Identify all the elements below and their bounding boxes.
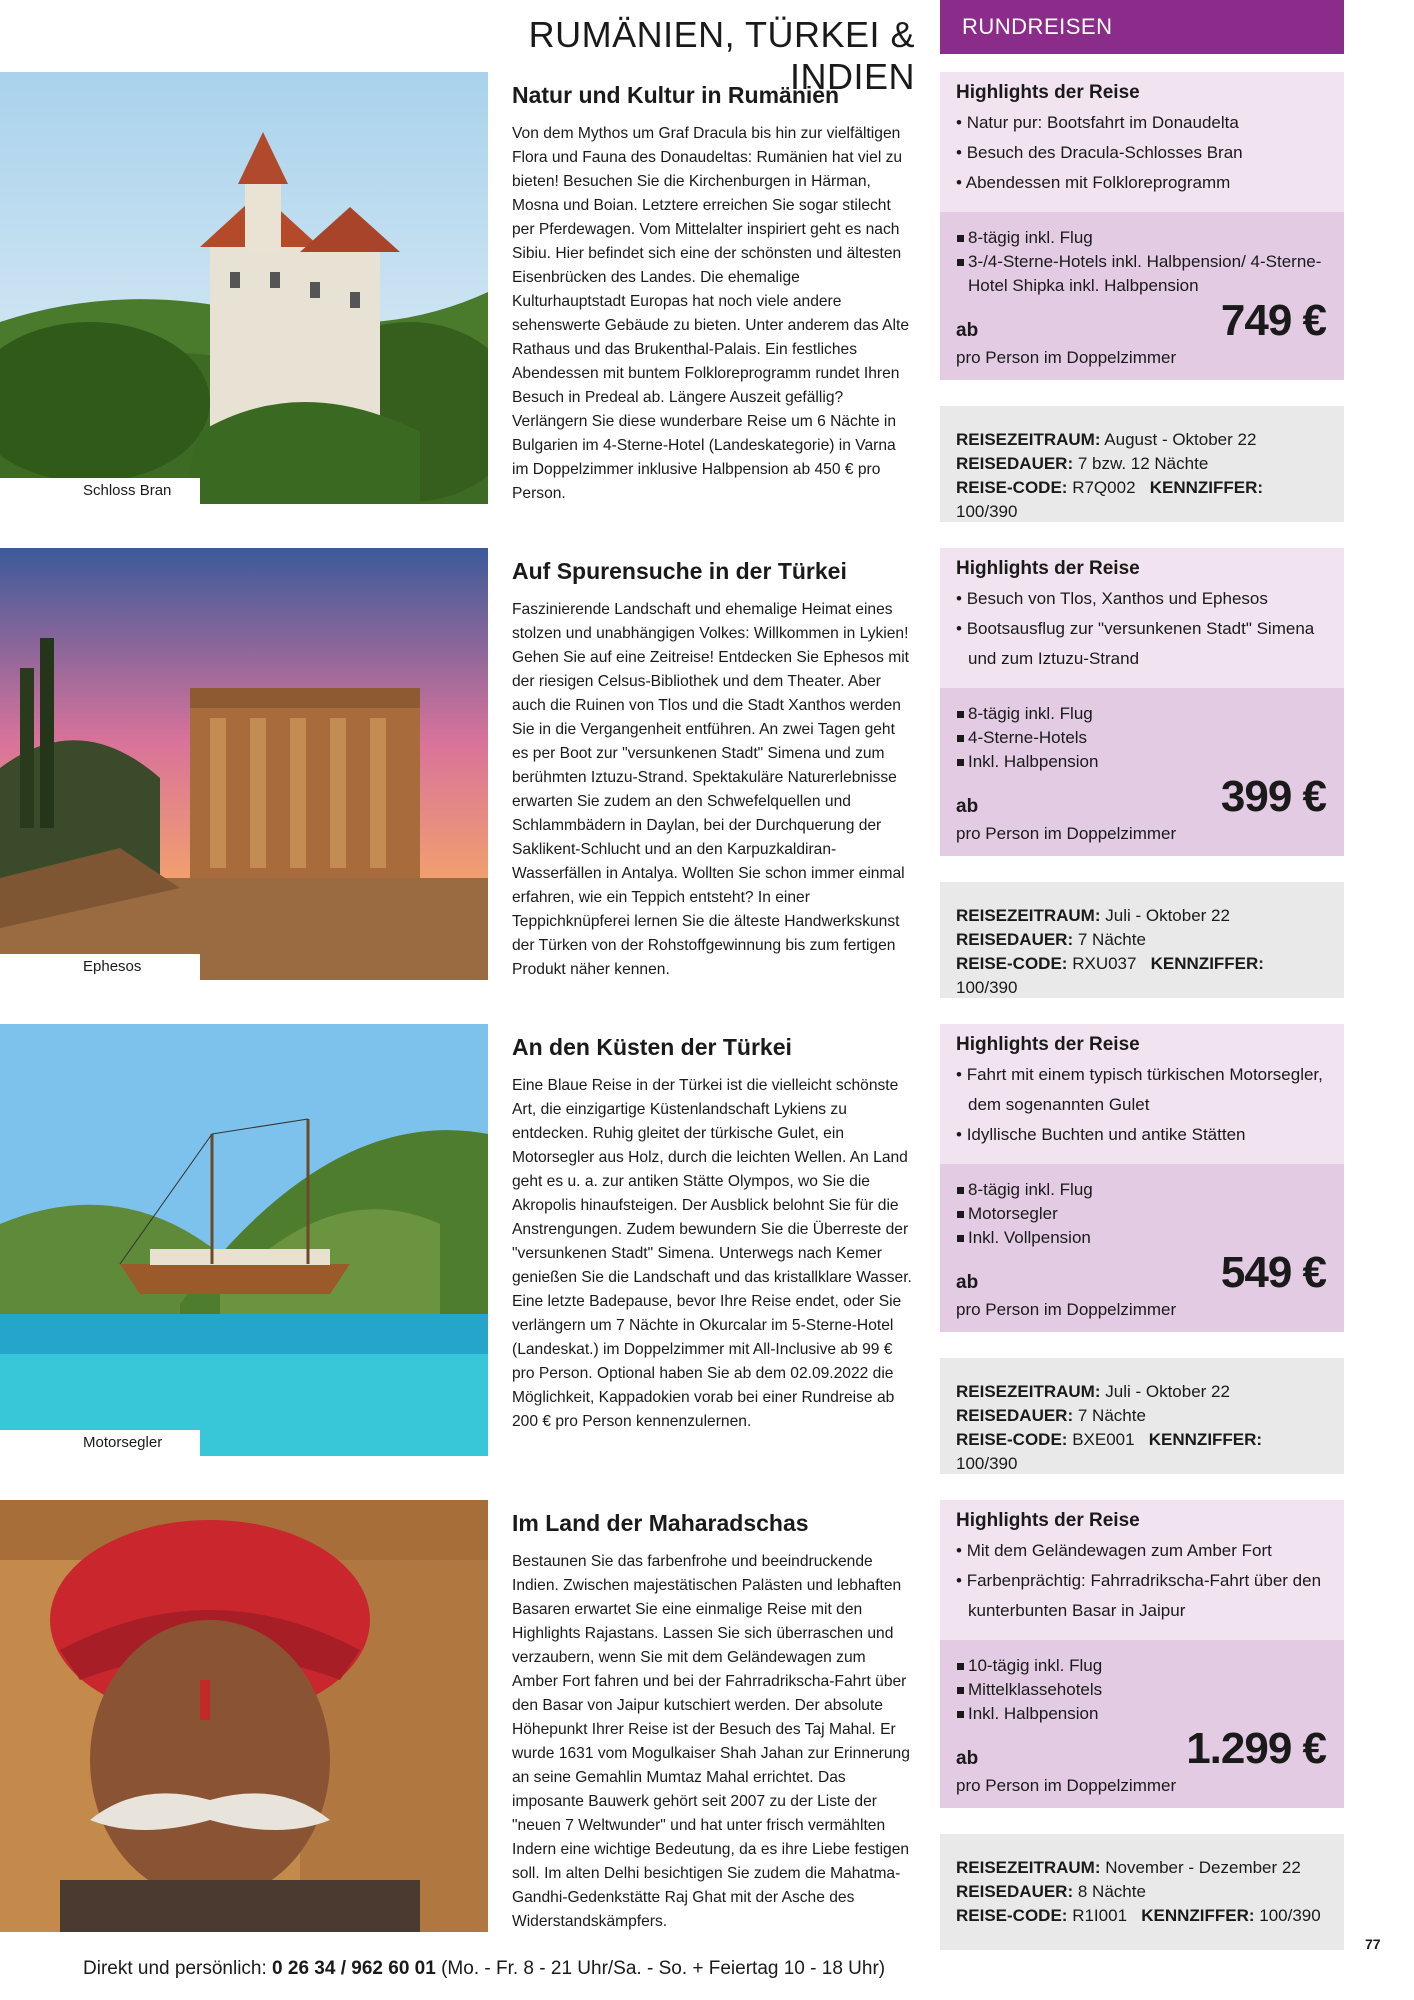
- photo-caption: Ephesos: [0, 954, 200, 980]
- travel-period: REISEZEITRAUM: November - Dezember 22: [956, 1858, 1301, 1877]
- travel-period: REISEZEITRAUM: August - Oktober 22: [956, 430, 1257, 449]
- price-prefix: ab: [956, 1272, 979, 1293]
- travel-info-box: [940, 882, 1344, 998]
- offer-description: Faszinierende Landschaft und ehemalige Heimat eines stolzen und unabhängigen Volkes: Willkommen in Lykien! Gehen Sie auf eine Zeitreise! Entdecken Sie Ephesos mit der riesigen Celsus-Bibliothek und dem Theater. Aber auch die Ruinen von Tlos und die Stadt Xanthos werden Sie in die Vergangenheit entführen. An zwei Tagen geht es per Boot zur "versunkenen Stadt" Simena und zum berühmten Iztuzu-Strand. Spektakuläre Naturerlebnisse erwarten Sie zudem an den Schwefelquellen und Schlammbädern in Daylan, bei der Durchquerung der Saklikent-Schlucht und an den Karpuzkaldiran-Wasserfällen in Antalya. Wollten Sie schon immer einmal erfahren, wie ein Teppich entsteht? In einer Teppichknüpferei lernen Sie die älteste Handwerkskunst der Türken von der Rohstoffgewinnung bis zum fertigen Produkt näher kennen.: [512, 601, 910, 978]
- highlights-title: Highlights der Reise: [956, 1034, 1140, 1055]
- feature-item: 3-/4-Sterne-Hotels inkl. Halbpension/ 4-Sterne-Hotel Shipka inkl. Halbpension: [956, 250, 1328, 298]
- highlight-item: • Natur pur: Bootsfahrt im Donaudelta: [956, 108, 1328, 138]
- travel-duration: REISEDAUER: 7 Nächte: [956, 930, 1146, 949]
- travel-code: REISE-CODE: R7Q002 KENNZIFFER: 100/390: [956, 478, 1264, 521]
- feature-item: Motorsegler: [956, 1202, 1328, 1226]
- offer-description: Bestaunen Sie das farbenfrohe und beeindruckende Indien. Zwischen majestätischen Palästen und lebhaften Basaren erwartet Sie eine einmalige Reise mit den Highlights Rajastans. Lassen Sie sich überraschen und verzaubern, wenn Sie mit dem Geländewagen zum Amber Fort fahren und bei der Fahrradrikscha-Fahrt über den Basar von Jaipur kutschiert werden. Der absolute Höhepunkt Ihrer Reise ist der Besuch des Taj Mahal. Er wurde 1631 vom Mogulkaiser Shah Jahan zur Erinnerung an seine Gemahlin Mumtaz Mahal errichtet. Das imposante Bauwerk gehört seit 2007 zu der Liste der "neuen 7 Weltwunder" und hat unter frisch vermählten Indern eine wichtige Bedeutung, da es ihre Liebe festigen soll. Im alten Delhi besichtigen Sie zudem die Mahatma-Gandhi-Gedenkstätte Raj Ghat mit der Asche des Widerstandskämpfers.: [512, 1553, 910, 1930]
- feature-item: 8-tägig inkl. Flug: [956, 1178, 1328, 1202]
- travel-period: REISEZEITRAUM: Juli - Oktober 22: [956, 1382, 1230, 1401]
- highlight-item: • Farbenprächtig: Fahrradrikscha-Fahrt über den kunterbunten Basar in Jaipur: [956, 1566, 1328, 1626]
- highlight-item: • Bootsausflug zur "versunkenen Stadt" Simena und zum Iztuzu-Strand: [956, 614, 1328, 674]
- price-note: pro Person im Doppelzimmer: [956, 1776, 1177, 1795]
- offer-turkey-ephesos: [0, 548, 1414, 997]
- travel-duration: REISEDAUER: 7 bzw. 12 Nächte: [956, 454, 1209, 473]
- price-box: [940, 1640, 1344, 1808]
- price-value: 1.299 €: [1186, 1724, 1326, 1773]
- footer-contact: [83, 1958, 885, 1980]
- maharaja-photo: [0, 1500, 488, 1932]
- offer-title: Im Land der Maharadschas: [512, 1510, 809, 1536]
- highlight-item: • Fahrt mit einem typisch türkischen Motorsegler, dem sogenannten Gulet: [956, 1060, 1328, 1120]
- travel-period: REISEZEITRAUM: Juli - Oktober 22: [956, 906, 1230, 925]
- price-note: pro Person im Doppelzimmer: [956, 1300, 1177, 1319]
- offer-description: Von dem Mythos um Graf Dracula bis hin zur vielfältigen Flora und Fauna des Donaudeltas: Rumänien hat viel zu bieten! Besuchen Sie die Kirchenburgen in Härman, Mosna und Boian. Letztere erreichen Sie sogar stilecht per Pferdewagen. Vom Mittelalter inspiriert geht es nach Sibiu. Hier befindet sich eine der schönsten und ältesten Eisenbrücken des Landes. Die ehemalige Kulturhauptstadt Europas hat noch viele andere sehenswerte Gebäude zu bieten. Unter anderem das Alte Rathaus und das Brukenthal-Palais. Ein festliches Abendessen mit buntem Folkloreprogramm rundet Ihren Besuch in Predeal ab. Längere Auszeit gefällig? Verlängern Sie diese wunderbare Reise um 6 Nächte in Bulgarien im 4-Sterne-Hotel (Landeskategorie) in Varna im Doppelzimmer inklusive Halbpension ab 450 € pro Person.: [512, 125, 910, 502]
- offer-turkey-coast: [0, 1024, 1414, 1473]
- highlights-title: Highlights der Reise: [956, 558, 1140, 579]
- offer-title: An den Küsten der Türkei: [512, 1034, 792, 1060]
- footer-prefix: Direkt und persönlich:: [83, 1958, 267, 1979]
- highlights-box: [940, 1500, 1344, 1640]
- travel-duration: REISEDAUER: 8 Nächte: [956, 1882, 1146, 1901]
- feature-item: 8-tägig inkl. Flug: [956, 702, 1328, 726]
- offer-romania: [0, 72, 1414, 521]
- price-note: pro Person im Doppelzimmer: [956, 348, 1177, 367]
- castle-photo: [0, 72, 488, 504]
- highlight-item: • Besuch des Dracula-Schlosses Bran: [956, 138, 1328, 168]
- feature-item: 10-tägig inkl. Flug: [956, 1654, 1328, 1678]
- price-box: [940, 212, 1344, 380]
- highlight-item: • Idyllische Buchten und antike Stätten: [956, 1120, 1328, 1150]
- highlights-box: [940, 72, 1344, 212]
- price-prefix: ab: [956, 796, 979, 817]
- feature-item: Inkl. Halbpension: [956, 1702, 1328, 1726]
- travel-info-box: [940, 406, 1344, 522]
- footer-hours: (Mo. - Fr. 8 - 21 Uhr/Sa. - So. + Feiertag 10 - 18 Uhr): [441, 1958, 886, 1979]
- page-header-title: RUMÄNIEN, TÜRKEI & INDIEN: [528, 14, 915, 97]
- highlights-box: [940, 548, 1344, 688]
- price-box: [940, 1164, 1344, 1332]
- price-value: 549 €: [1220, 1248, 1326, 1297]
- footer-phone[interactable]: 0 26 34 / 962 60 01: [272, 1958, 436, 1979]
- category-tab: RUNDREISEN: [940, 0, 1344, 54]
- price-box: [940, 688, 1344, 856]
- ephesos-photo: [0, 548, 488, 980]
- price-value: 749 €: [1220, 296, 1326, 345]
- highlights-title: Highlights der Reise: [956, 1510, 1140, 1531]
- feature-item: 4-Sterne-Hotels: [956, 726, 1328, 750]
- page-number: 77: [1365, 1936, 1381, 1952]
- feature-item: 8-tägig inkl. Flug: [956, 226, 1328, 250]
- offer-title: Auf Spurensuche in der Türkei: [512, 558, 847, 584]
- highlights-box: [940, 1024, 1344, 1164]
- highlight-item: • Abendessen mit Folkloreprogramm: [956, 168, 1328, 198]
- offer-title: Natur und Kultur in Rumänien: [512, 82, 840, 108]
- offer-india: [0, 1500, 1414, 1932]
- travel-info-box: [940, 1834, 1344, 1950]
- travel-code: REISE-CODE: RXU037 KENNZIFFER: 100/390: [956, 954, 1264, 997]
- travel-info-box: [940, 1358, 1344, 1474]
- travel-duration: REISEDAUER: 7 Nächte: [956, 1406, 1146, 1425]
- highlights-title: Highlights der Reise: [956, 82, 1140, 103]
- feature-item: Inkl. Vollpension: [956, 1226, 1328, 1250]
- highlight-item: • Mit dem Geländewagen zum Amber Fort: [956, 1536, 1328, 1566]
- price-value: 399 €: [1220, 772, 1326, 821]
- offer-description: Eine Blaue Reise in der Türkei ist die vielleicht schönste Art, die einzigartige Küstenlandschaft Lykiens zu entdecken. Ruhig gleitet der türkische Gulet, ein Motorsegler aus Holz, durch die leichten Wellen. An Land geht es u. a. zur antiken Stätte Olympos, wo Sie die Akropolis hinaufsteigen. Der Ausblick belohnt Sie für die Anstrengungen. Zudem bewundern Sie die Überreste der "versunkenen Stadt" Simena. Unterwegs nach Kemer genießen Sie die Landschaft und das kristallklare Wasser. Eine letzte Badepause, bevor Ihre Reise endet, oder Sie verlängern um 7 Nächte in Okurcalar im 5-Sterne-Hotel (Landeskat.) im Doppelzimmer mit All-Inclusive ab 99 € pro Person. Optional haben Sie ab dem 02.09.2022 die Möglichkeit, Kappadokien vorab bei einer Rundreise ab 200 € pro Person kennenzulernen.: [512, 1077, 912, 1430]
- sailboat-photo: [0, 1024, 488, 1456]
- travel-code: REISE-CODE: R1I001 KENNZIFFER: 100/390: [956, 1906, 1321, 1925]
- feature-item: Inkl. Halbpension: [956, 750, 1328, 774]
- price-note: pro Person im Doppelzimmer: [956, 824, 1177, 843]
- travel-code: REISE-CODE: BXE001 KENNZIFFER: 100/390: [956, 1430, 1263, 1473]
- price-prefix: ab: [956, 1748, 979, 1769]
- photo-caption: Motorsegler: [0, 1430, 200, 1456]
- feature-item: Mittelklassehotels: [956, 1678, 1328, 1702]
- highlight-item: • Besuch von Tlos, Xanthos und Ephesos: [956, 584, 1328, 614]
- photo-caption: Schloss Bran: [0, 478, 200, 504]
- price-prefix: ab: [956, 320, 979, 341]
